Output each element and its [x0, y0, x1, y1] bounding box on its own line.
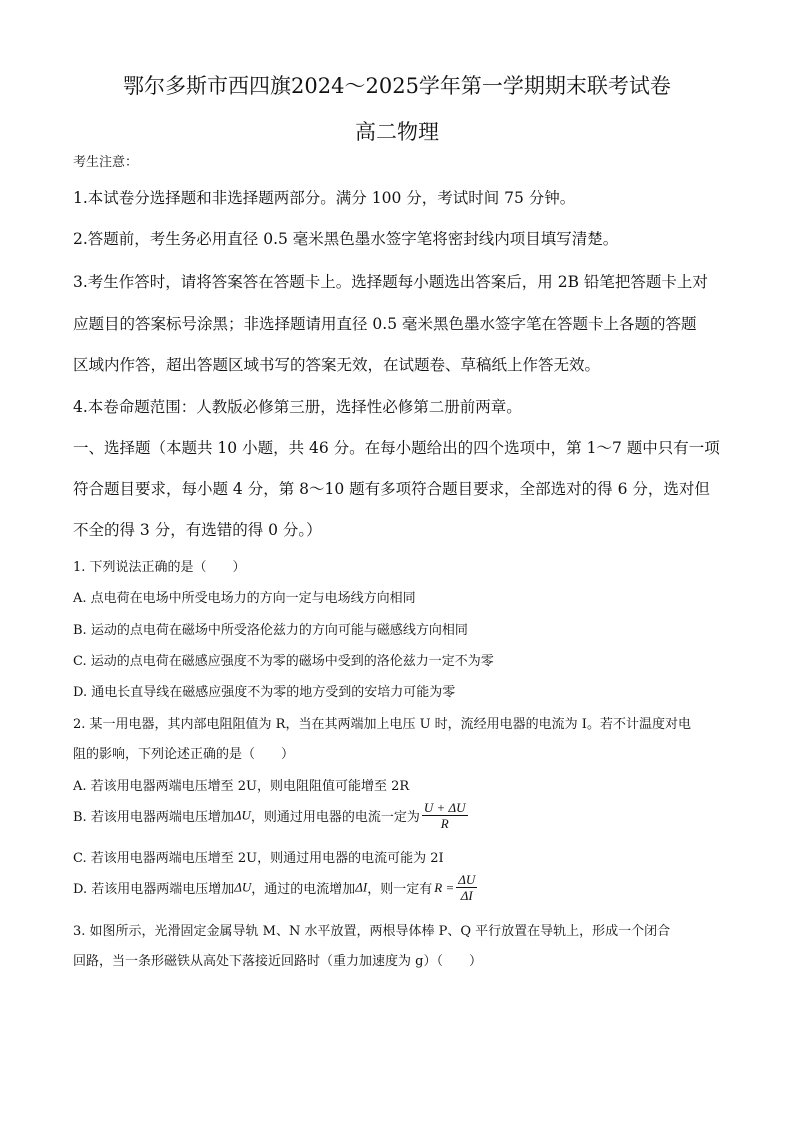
q2-option-d-delta-u: ΔU: [234, 879, 252, 895]
section-1-line-1: 一、选择题（本题共 10 小题，共 46 分。在每小题给出的四个选项中，第 1～7 题中只有一项: [73, 439, 720, 457]
note-2: 2.答题前，考生务必用直径 0.5 毫米黑色墨水签字笔将密封线内项目填写清楚。: [73, 230, 619, 248]
q2-option-d-denominator: ΔI: [460, 888, 473, 903]
note-3-line-3: 区域内作答，超出答题区域书写的答案无效，在试题卷、草稿纸上作答无效。: [73, 356, 601, 374]
q2-option-d-text: D. 若该用电器两端电压增加: [73, 882, 235, 897]
q2-option-d-numerator: ΔU: [458, 872, 476, 887]
q2-option-c: C. 若该用电器两端电压增至 2U，则通过用电器的电流可能为 2I: [73, 851, 444, 866]
q2-stem-line-1: 2. 某一用电器，其内部电阻阻值为 R，当在其两端加上电压 U 时，流经用电器的电流为 I。若不计温度对电: [73, 717, 691, 732]
q1-option-a: A. 点电荷在电场中所受电场力的方向一定与电场线方向相同: [73, 591, 416, 606]
q1-option-c: C. 运动的点电荷在磁感应强度不为零的磁场中受到的洛伦兹力一定不为零: [73, 654, 494, 669]
q2-option-b-numerator: U + ΔU: [423, 800, 466, 815]
section-1-line-3: 不全的得 3 分，有选错的得 0 分。）: [73, 521, 322, 539]
q2-option-b-text-2: ，则通过用电器的电流一定为: [250, 810, 420, 825]
q1-option-b: B. 运动的点电荷在磁场中所受洛伦兹力的方向可能与磁感线方向相同: [73, 623, 468, 638]
q2-option-d-text-3: ，则一定有: [367, 882, 433, 897]
q2-option-d-text-2: ，通过的电流增加: [251, 882, 356, 897]
q3-stem-line-2: 回路，当一条形磁铁从高处下落接近回路时（重力加速度为 g）（ ）: [73, 954, 482, 969]
note-4: 4.本卷命题范围：人教版必修第三册，选择性必修第二册前两章。: [73, 398, 522, 416]
note-3-line-2: 应题目的答案标号涂黑；非选择题请用直径 0.5 毫米黑色墨水签字笔在答题卡上各题的答题: [73, 315, 697, 333]
q2-option-a: A. 若该用电器两端电压增至 2U，则电阻阻值可能增至 2R: [73, 779, 410, 794]
q2-option-d-delta-i: ΔI: [355, 879, 368, 895]
q2-option-b-fraction: [422, 800, 468, 831]
q3-stem-line-1: 3. 如图所示，光滑固定金属导轨 M、N 水平放置，两根导体棒 P、Q 平行放置在导轨上，形成一个闭合: [73, 924, 671, 939]
q2-option-d: [73, 872, 733, 903]
q2-option-b-denominator: R: [440, 816, 449, 831]
note-3-line-1: 3.考生作答时，请将答案答在答题卡上。选择题每小题选出答案后，用 2B 铅笔把答题卡上对: [73, 273, 708, 291]
q2-stem-line-2: 阻的影响，下列论述正确的是（ ）: [73, 747, 295, 762]
q2-option-b: [73, 800, 733, 831]
note-1: 1.本试卷分选择题和非选择题两部分。满分 100 分，考试时间 75 分钟。: [73, 189, 576, 207]
notes-heading: 考生注意：: [73, 155, 139, 170]
section-1-line-2: 符合题目要求，每小题 4 分，第 8～10 题有多项符合题目要求，全部选对的得 6 分，选对但: [73, 480, 710, 498]
q1-option-d: D. 通电长直导线在磁感应强度不为零的地方受到的安培力可能为零: [73, 685, 456, 700]
exam-title: 鄂尔多斯市西四旗2024～2025学年第一学期期末联考试卷: [123, 74, 671, 98]
q1-stem: 1. 下列说法正确的是（ ）: [73, 560, 246, 575]
q2-option-b-text: B. 若该用电器两端电压增加: [73, 810, 234, 825]
q2-option-b-delta-u: ΔU: [233, 807, 251, 823]
q2-option-d-fraction: [456, 872, 477, 903]
q2-option-d-lhs: R =: [434, 879, 455, 895]
exam-subject: 高二物理: [355, 120, 439, 144]
